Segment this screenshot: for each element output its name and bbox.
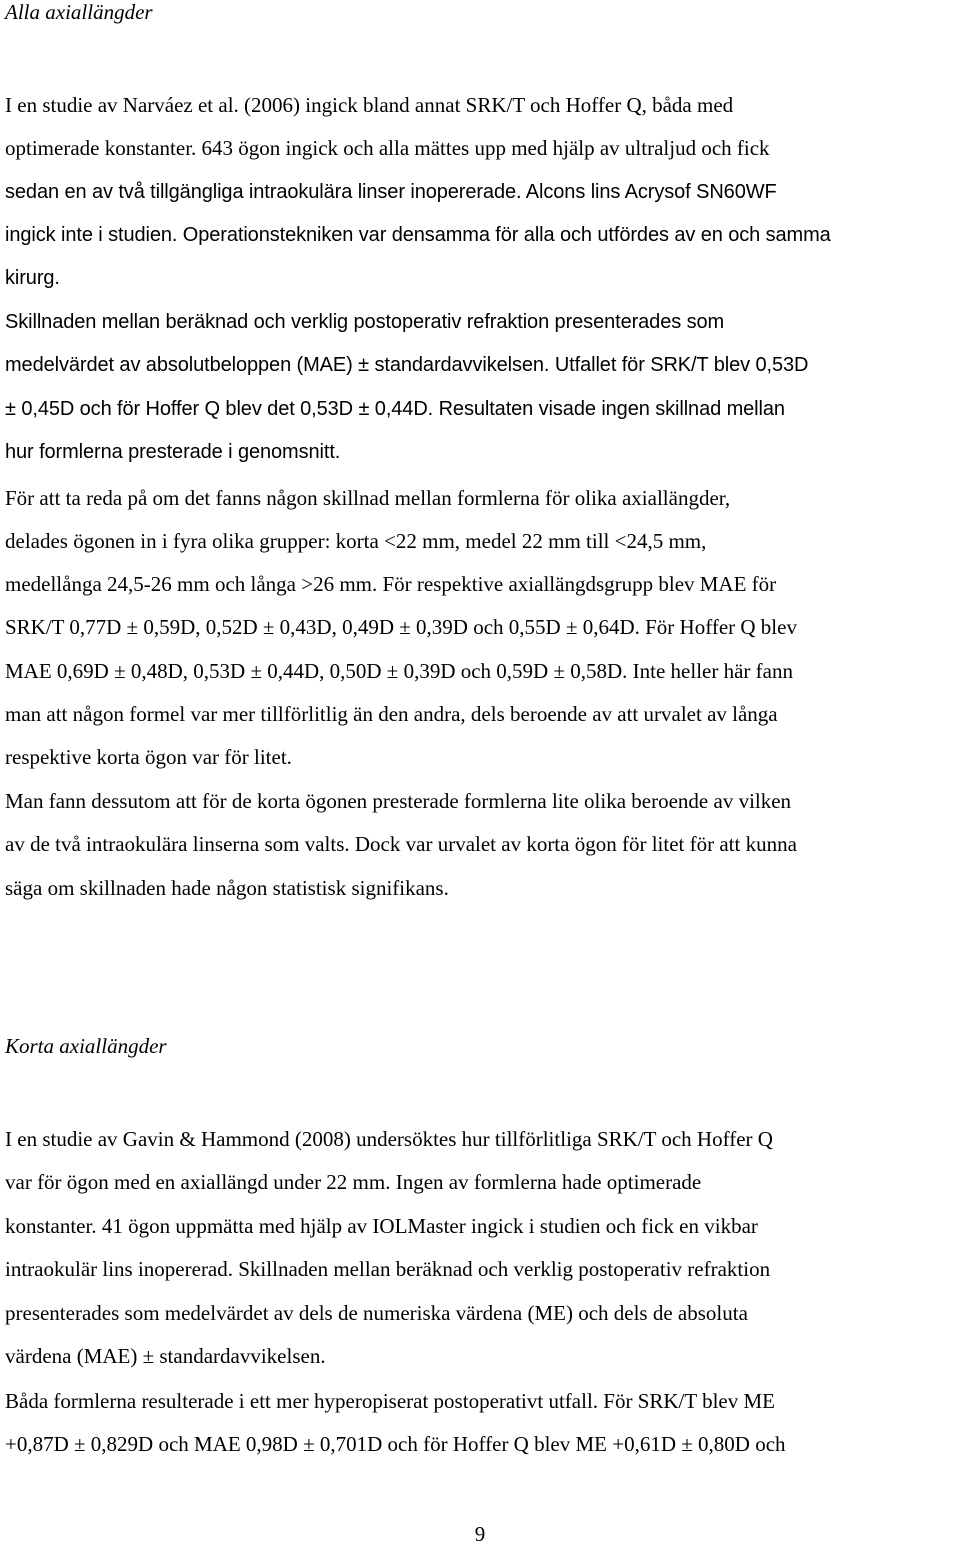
text-line: medellånga 24,5-26 mm och långa >26 mm. För respektive axiallängdsgrupp blev MAE för	[5, 572, 777, 596]
text-line: hur formlerna presterade i genomsnitt.	[5, 441, 341, 463]
text-line: säga om skillnaden hade någon statistisk signifikans.	[5, 876, 449, 900]
text-line: sedan en av två tillgängliga intraokulära linser inopererade. Alcons lins Acrysof SN60WF	[5, 181, 777, 203]
text-line: medelvärdet av absolutbeloppen (MAE) ± standardavvikelsen. Utfallet för SRK/T blev 0,53D	[5, 354, 809, 376]
section-heading-short-axial-lengths: Korta axiallängder	[5, 1034, 167, 1058]
text-line: Man fann dessutom att för de korta ögonen presterade formlerna lite olika beroende av vilken	[5, 789, 792, 813]
text-line: I en studie av Gavin & Hammond (2008) undersöktes hur tillförlitliga SRK/T och Hoffer Q	[5, 1127, 773, 1151]
text-line: värdena (MAE) ± standardavvikelsen.	[5, 1344, 326, 1368]
text-line: För att ta reda på om det fanns någon skillnad mellan formlerna för olika axiallängder,	[5, 486, 731, 510]
text-line: +0,87D ± 0,829D och MAE 0,98D ± 0,701D och för Hoffer Q blev ME +0,61D ± 0,80D och	[5, 1432, 786, 1456]
text-line: intraokulär lins inopererad. Skillnaden mellan beräknad och verklig postoperativ refraktion	[5, 1257, 771, 1281]
text-line: kirurg.	[5, 267, 60, 289]
text-line: Skillnaden mellan beräknad och verklig postoperativ refraktion presenterades som	[5, 311, 725, 333]
text-line: delades ögonen in i fyra olika grupper: korta <22 mm, medel 22 mm till <24,5 mm,	[5, 529, 707, 553]
text-line: respektive korta ögon var för litet.	[5, 745, 292, 769]
text-line: av de två intraokulära linserna som valts. Dock var urvalet av korta ögon för litet för att kunna	[5, 832, 797, 856]
section-heading-all-axial-lengths: Alla axiallängder	[5, 0, 153, 24]
text-line: optimerade konstanter. 643 ögon ingick och alla mättes upp med hjälp av ultraljud och fick	[5, 136, 770, 160]
text-line: presenterades som medelvärdet av dels de numeriska värdena (ME) och dels de absoluta	[5, 1301, 748, 1325]
text-line: MAE 0,69D ± 0,48D, 0,53D ± 0,44D, 0,50D ± 0,39D och 0,59D ± 0,58D. Inte heller här fann	[5, 659, 793, 683]
text-line: var för ögon med en axiallängd under 22 mm. Ingen av formlerna hade optimerade	[5, 1170, 702, 1194]
text-line: konstanter. 41 ögon uppmätta med hjälp av IOLMaster ingick i studien och fick en vikbar	[5, 1214, 758, 1238]
text-line: SRK/T 0,77D ± 0,59D, 0,52D ± 0,43D, 0,49D ± 0,39D och 0,55D ± 0,64D. För Hoffer Q blev	[5, 615, 797, 639]
text-line: ingick inte i studien. Operationstekniken var densamma för alla och utfördes av en och samma	[5, 224, 831, 246]
page-number: 9	[474, 1522, 486, 1546]
text-line: I en studie av Narváez et al. (2006) ingick bland annat SRK/T och Hoffer Q, båda med	[5, 93, 734, 117]
text-line: man att någon formel var mer tillförlitlig än den andra, dels beroende av att urvalet av långa	[5, 702, 778, 726]
text-line: Båda formlerna resulterade i ett mer hyperopiserat postoperativt utfall. För SRK/T blev ME	[5, 1389, 775, 1413]
text-line: ± 0,45D och för Hoffer Q blev det 0,53D ± 0,44D. Resultaten visade ingen skillnad mellan	[5, 398, 785, 420]
